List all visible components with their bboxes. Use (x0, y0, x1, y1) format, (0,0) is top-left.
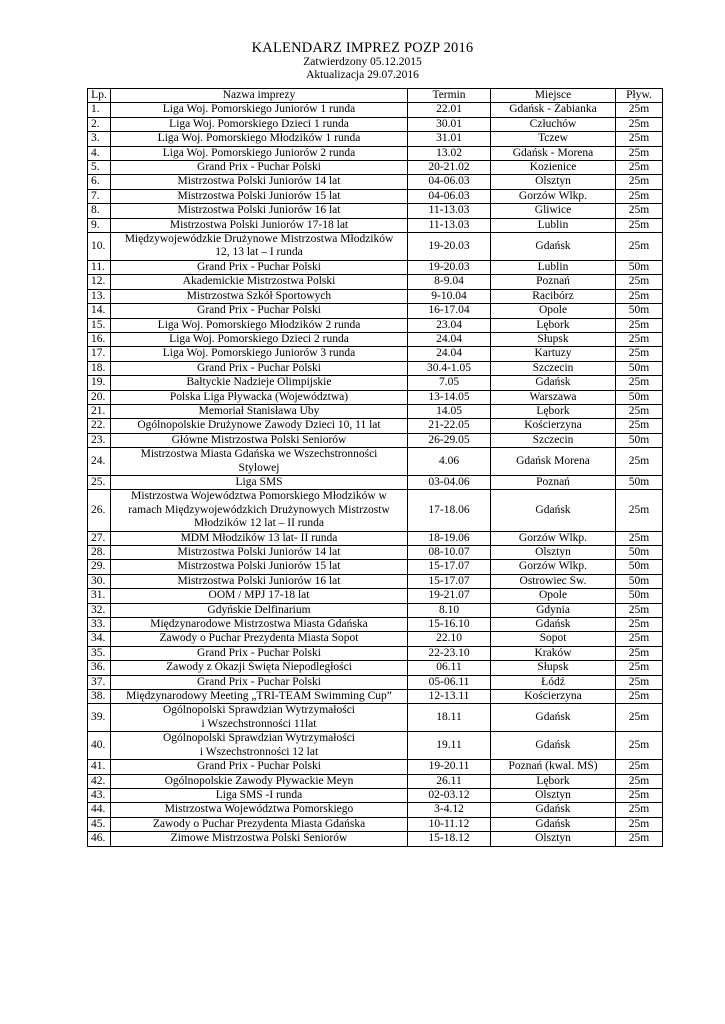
table-header-row (88, 89, 663, 103)
row-number: 5. (88, 161, 111, 175)
table-row (88, 318, 663, 332)
pool-length: 50m (616, 560, 663, 574)
event-date: 20-21.02 (408, 161, 491, 175)
event-name: Międzynarodowy Meeting „TRI-TEAM Swimming Cup” (111, 690, 408, 704)
table-row (88, 732, 663, 760)
row-number: 7. (88, 189, 111, 203)
table-row (88, 419, 663, 433)
table-row (88, 661, 663, 675)
event-name: Mistrzostwa Polski Juniorów 16 lat (111, 574, 408, 588)
event-name: Grand Prix - Puchar Polski (111, 646, 408, 660)
event-date: 22.10 (408, 632, 491, 646)
pool-length: 25m (616, 161, 663, 175)
table-row (88, 704, 663, 732)
event-date: 24.04 (408, 332, 491, 346)
table-row (88, 560, 663, 574)
pool-length: 25m (616, 376, 663, 390)
row-number: 27. (88, 531, 111, 545)
row-number: 46. (88, 832, 111, 846)
event-name: Mistrzostwa Województwa Pomorskiego (111, 803, 408, 817)
event-name: Mistrzostwa Polski Juniorów 14 lat (111, 546, 408, 560)
table-row (88, 574, 663, 588)
event-place: Gorzów Wlkp. (491, 531, 616, 545)
table-row (88, 175, 663, 189)
event-place: Sopot (491, 632, 616, 646)
event-place: Lublin (491, 218, 616, 232)
event-date: 23.04 (408, 318, 491, 332)
event-date: 17-18.06 (408, 490, 491, 531)
event-date: 18.11 (408, 704, 491, 732)
event-place: Opole (491, 589, 616, 603)
event-date: 13.02 (408, 146, 491, 160)
pool-length: 25m (616, 204, 663, 218)
header-pool: Pływ. (616, 89, 663, 103)
event-place: Gdańsk (491, 704, 616, 732)
table-row (88, 675, 663, 689)
event-date: 3-4.12 (408, 803, 491, 817)
row-number: 9. (88, 218, 111, 232)
event-date: 04-06.03 (408, 189, 491, 203)
event-date: 04-06.03 (408, 175, 491, 189)
event-name: Gdyńskie Delfinarium (111, 603, 408, 617)
event-name: Mistrzostwa Polski Juniorów 17-18 lat (111, 218, 408, 232)
row-number: 30. (88, 574, 111, 588)
table-row (88, 347, 663, 361)
table-row (88, 690, 663, 704)
row-number: 36. (88, 661, 111, 675)
row-number: 45. (88, 817, 111, 831)
event-name: Liga Woj. Pomorskiego Juniorów 1 runda (111, 103, 408, 117)
event-name: Ogólnopolskie Zawody Pływackie Meyn (111, 774, 408, 788)
event-place: Szczecin (491, 361, 616, 375)
row-number: 26. (88, 490, 111, 531)
event-name: Liga Woj. Pomorskiego Juniorów 3 runda (111, 347, 408, 361)
event-name: Ogólnopolski Sprawdzian Wytrzymałości i Wszechstronności 12 lat (111, 732, 408, 760)
event-date: 10-11.12 (408, 817, 491, 831)
table-row (88, 760, 663, 774)
pool-length: 25m (616, 233, 663, 261)
event-place: Gdańsk (491, 618, 616, 632)
pool-length: 25m (616, 618, 663, 632)
pool-length: 25m (616, 289, 663, 303)
event-name: Mistrzostwa Polski Juniorów 15 lat (111, 560, 408, 574)
row-number: 28. (88, 546, 111, 560)
table-row (88, 146, 663, 160)
event-place: Olsztyn (491, 788, 616, 802)
event-name: Mistrzostwa Województwa Pomorskiego Młodzików w ramach Międzywojewódzkich Drużynowych Mistrzostw Młodzików 12 lat – II runda (111, 490, 408, 531)
table-row (88, 117, 663, 131)
pool-length: 50m (616, 589, 663, 603)
pool-length: 25m (616, 275, 663, 289)
event-place: Słupsk (491, 332, 616, 346)
event-place: Racibórz (491, 289, 616, 303)
event-name: Główne Mistrzostwa Polski Seniorów (111, 433, 408, 447)
event-place: Kraków (491, 646, 616, 660)
pool-length: 25m (616, 788, 663, 802)
event-name: Grand Prix - Puchar Polski (111, 304, 408, 318)
table-row (88, 817, 663, 831)
row-number: 34. (88, 632, 111, 646)
event-date: 06.11 (408, 661, 491, 675)
approved-date: Zatwierdzony 05.12.2015 (303, 56, 422, 68)
event-place: Gdańsk (491, 732, 616, 760)
event-name: MDM Młodzików 13 lat- II runda (111, 531, 408, 545)
pool-length: 25m (616, 832, 663, 846)
document-header (0, 40, 725, 82)
pool-length: 50m (616, 361, 663, 375)
event-name: Liga SMS (111, 475, 408, 489)
event-place: Gdańsk Morena (491, 448, 616, 476)
row-number: 24. (88, 448, 111, 476)
pool-length: 50m (616, 433, 663, 447)
event-place: Szczecin (491, 433, 616, 447)
event-name: Mistrzostwa Miasta Gdańska we Wszechstronności Stylowej (111, 448, 408, 476)
document-title: KALENDARZ IMPREZ POZP 2016 (251, 40, 474, 56)
events-table (87, 88, 663, 847)
row-number: 37. (88, 675, 111, 689)
table-row (88, 132, 663, 146)
table-row (88, 475, 663, 489)
event-name: Międzywojewódzkie Drużynowe Mistrzostwa Młodzików 12, 13 lat – I runda (111, 233, 408, 261)
event-name: Mistrzostwa Polski Juniorów 14 lat (111, 175, 408, 189)
row-number: 40. (88, 732, 111, 760)
pool-length: 25m (616, 646, 663, 660)
event-place: Warszawa (491, 390, 616, 404)
event-place: Gdańsk (491, 803, 616, 817)
event-date: 7.05 (408, 376, 491, 390)
event-name: Zimowe Mistrzostwa Polski Seniorów (111, 832, 408, 846)
event-name: Liga Woj. Pomorskiego Młodzików 2 runda (111, 318, 408, 332)
event-date: 22.01 (408, 103, 491, 117)
table-row (88, 632, 663, 646)
event-place: Lublin (491, 260, 616, 274)
event-date: 02-03.12 (408, 788, 491, 802)
pool-length: 25m (616, 661, 663, 675)
event-place: Gdańsk (491, 376, 616, 390)
event-name: Grand Prix - Puchar Polski (111, 361, 408, 375)
event-place: Gdańsk (491, 233, 616, 261)
event-name: Zawody z Okazji Święta Niepodległości (111, 661, 408, 675)
row-number: 31. (88, 589, 111, 603)
event-name: Grand Prix - Puchar Polski (111, 760, 408, 774)
table-row (88, 161, 663, 175)
row-number: 25. (88, 475, 111, 489)
table-row (88, 304, 663, 318)
event-name: Międzynarodowe Mistrzostwa Miasta Gdańska (111, 618, 408, 632)
event-date: 22-23.10 (408, 646, 491, 660)
row-number: 14. (88, 304, 111, 318)
row-number: 42. (88, 774, 111, 788)
pool-length: 25m (616, 404, 663, 418)
row-number: 41. (88, 760, 111, 774)
pool-length: 50m (616, 304, 663, 318)
event-date: 03-04.06 (408, 475, 491, 489)
event-place: Gdańsk (491, 490, 616, 531)
table-row (88, 376, 663, 390)
event-name: Liga SMS -I runda (111, 788, 408, 802)
row-number: 11. (88, 260, 111, 274)
row-number: 2. (88, 117, 111, 131)
table-row (88, 774, 663, 788)
pool-length: 25m (616, 146, 663, 160)
event-place: Łódź (491, 675, 616, 689)
pool-length: 25m (616, 332, 663, 346)
row-number: 43. (88, 788, 111, 802)
table-row (88, 788, 663, 802)
event-date: 15-16.10 (408, 618, 491, 632)
event-name: Zawody o Puchar Prezydenta Miasta Gdańska (111, 817, 408, 831)
row-number: 23. (88, 433, 111, 447)
table-row (88, 433, 663, 447)
pool-length: 25m (616, 347, 663, 361)
pool-length: 50m (616, 574, 663, 588)
table-row (88, 646, 663, 660)
event-date: 26-29.05 (408, 433, 491, 447)
event-place: Tczew (491, 132, 616, 146)
event-name: Grand Prix - Puchar Polski (111, 161, 408, 175)
table-row (88, 275, 663, 289)
pool-length: 50m (616, 390, 663, 404)
event-name: Memoriał Stanisława Uby (111, 404, 408, 418)
table-row (88, 832, 663, 846)
table-row (88, 332, 663, 346)
header-date: Termin (408, 89, 491, 103)
event-date: 15-17.07 (408, 574, 491, 588)
event-place: Lębork (491, 318, 616, 332)
event-date: 19-21.07 (408, 589, 491, 603)
event-place: Opole (491, 304, 616, 318)
row-number: 19. (88, 376, 111, 390)
event-date: 08-10.07 (408, 546, 491, 560)
table-row (88, 361, 663, 375)
event-place: Gorzów Wlkp. (491, 189, 616, 203)
pool-length: 25m (616, 760, 663, 774)
row-number: 20. (88, 390, 111, 404)
pool-length: 25m (616, 189, 663, 203)
event-date: 15-17.07 (408, 560, 491, 574)
pool-length: 25m (616, 117, 663, 131)
table-row (88, 531, 663, 545)
table-row (88, 448, 663, 476)
event-name: Mistrzostwa Polski Juniorów 16 lat (111, 204, 408, 218)
pool-length: 25m (616, 774, 663, 788)
pool-length: 25m (616, 132, 663, 146)
event-place: Gdańsk - Żabianka (491, 103, 616, 117)
row-number: 10. (88, 233, 111, 261)
event-place: Kościerzyna (491, 419, 616, 433)
event-place: Człuchów (491, 117, 616, 131)
row-number: 29. (88, 560, 111, 574)
table-row (88, 589, 663, 603)
pool-length: 25m (616, 803, 663, 817)
event-place: Poznań (kwal. MŚ) (491, 760, 616, 774)
header-event-name: Nazwa imprezy (111, 89, 408, 103)
table-body (88, 103, 663, 846)
table-row (88, 233, 663, 261)
table-row (88, 546, 663, 560)
event-place: Gdynia (491, 603, 616, 617)
event-date: 30.4-1.05 (408, 361, 491, 375)
event-place: Gorzów Wlkp. (491, 560, 616, 574)
event-date: 21-22.05 (408, 419, 491, 433)
event-date: 31.01 (408, 132, 491, 146)
event-place: Olsztyn (491, 832, 616, 846)
event-date: 4.06 (408, 448, 491, 476)
pool-length: 25m (616, 690, 663, 704)
event-place: Olsztyn (491, 546, 616, 560)
table-row (88, 204, 663, 218)
event-name: Liga Woj. Pomorskiego Dzieci 1 runda (111, 117, 408, 131)
event-place: Ostrowiec Św. (491, 574, 616, 588)
event-name: Mistrzostwa Polski Juniorów 15 lat (111, 189, 408, 203)
pool-length: 25m (616, 175, 663, 189)
table-row (88, 289, 663, 303)
row-number: 15. (88, 318, 111, 332)
table-row (88, 404, 663, 418)
event-name: Bałtyckie Nadzieje Olimpijskie (111, 376, 408, 390)
event-date: 15-18.12 (408, 832, 491, 846)
event-place: Kościerzyna (491, 690, 616, 704)
event-date: 19-20.03 (408, 260, 491, 274)
event-date: 30.01 (408, 117, 491, 131)
pool-length: 50m (616, 475, 663, 489)
event-name: Liga Woj. Pomorskiego Dzieci 2 runda (111, 332, 408, 346)
event-name: Ogólnopolskie Drużynowe Zawody Dzieci 10, 11 lat (111, 419, 408, 433)
event-name: Liga Woj. Pomorskiego Młodzików 1 runda (111, 132, 408, 146)
event-name: Mistrzostwa Szkół Sportowych (111, 289, 408, 303)
pool-length: 25m (616, 490, 663, 531)
event-name: Grand Prix - Puchar Polski (111, 675, 408, 689)
event-date: 24.04 (408, 347, 491, 361)
event-name: OOM / MPJ 17-18 lat (111, 589, 408, 603)
table-row (88, 390, 663, 404)
event-date: 8.10 (408, 603, 491, 617)
event-date: 12-13.11 (408, 690, 491, 704)
event-place: Poznań (491, 475, 616, 489)
row-number: 3. (88, 132, 111, 146)
event-place: Poznań (491, 275, 616, 289)
pool-length: 25m (616, 419, 663, 433)
table-row (88, 260, 663, 274)
header-lp: Lp. (88, 89, 111, 103)
event-date: 8-9.04 (408, 275, 491, 289)
event-place: Gdańsk - Morena (491, 146, 616, 160)
event-place: Lębork (491, 774, 616, 788)
event-name: Liga Woj. Pomorskiego Juniorów 2 runda (111, 146, 408, 160)
row-number: 22. (88, 419, 111, 433)
table-row (88, 218, 663, 232)
updated-date: Aktualizacja 29.07.2016 (306, 69, 419, 81)
row-number: 44. (88, 803, 111, 817)
event-date: 14.05 (408, 404, 491, 418)
row-number: 8. (88, 204, 111, 218)
row-number: 32. (88, 603, 111, 617)
event-place: Słupsk (491, 661, 616, 675)
pool-length: 50m (616, 546, 663, 560)
table-row (88, 189, 663, 203)
pool-length: 25m (616, 531, 663, 545)
row-number: 39. (88, 704, 111, 732)
pool-length: 25m (616, 603, 663, 617)
event-date: 19.11 (408, 732, 491, 760)
row-number: 13. (88, 289, 111, 303)
row-number: 16. (88, 332, 111, 346)
event-name: Zawody o Puchar Prezydenta Miasta Sopot (111, 632, 408, 646)
table-row (88, 103, 663, 117)
event-date: 13-14.05 (408, 390, 491, 404)
table-row (88, 618, 663, 632)
pool-length: 25m (616, 675, 663, 689)
row-number: 6. (88, 175, 111, 189)
event-place: Gliwice (491, 204, 616, 218)
row-number: 18. (88, 361, 111, 375)
row-number: 35. (88, 646, 111, 660)
pool-length: 25m (616, 704, 663, 732)
event-place: Kozienice (491, 161, 616, 175)
event-name: Akademickie Mistrzostwa Polski (111, 275, 408, 289)
event-date: 26.11 (408, 774, 491, 788)
event-date: 18-19.06 (408, 531, 491, 545)
event-place: Lębork (491, 404, 616, 418)
event-date: 11-13.03 (408, 218, 491, 232)
event-name: Polska Liga Pływacka (Województwa) (111, 390, 408, 404)
row-number: 17. (88, 347, 111, 361)
table-row (88, 490, 663, 531)
row-number: 1. (88, 103, 111, 117)
header-place: Miejsce (491, 89, 616, 103)
event-date: 05-06.11 (408, 675, 491, 689)
pool-length: 25m (616, 448, 663, 476)
table-row (88, 803, 663, 817)
pool-length: 25m (616, 103, 663, 117)
row-number: 38. (88, 690, 111, 704)
row-number: 12. (88, 275, 111, 289)
event-place: Kartuzy (491, 347, 616, 361)
row-number: 33. (88, 618, 111, 632)
pool-length: 25m (616, 632, 663, 646)
pool-length: 25m (616, 732, 663, 760)
pool-length: 50m (616, 260, 663, 274)
table-row (88, 603, 663, 617)
event-date: 9-10.04 (408, 289, 491, 303)
event-place: Gdańsk (491, 817, 616, 831)
event-date: 19-20.11 (408, 760, 491, 774)
event-date: 11-13.03 (408, 204, 491, 218)
pool-length: 25m (616, 318, 663, 332)
event-place: Olsztyn (491, 175, 616, 189)
pool-length: 25m (616, 817, 663, 831)
pool-length: 25m (616, 218, 663, 232)
event-date: 16-17.04 (408, 304, 491, 318)
row-number: 4. (88, 146, 111, 160)
event-date: 19-20.03 (408, 233, 491, 261)
row-number: 21. (88, 404, 111, 418)
event-name: Ogólnopolski Sprawdzian Wytrzymałości i Wszechstronności 11lat (111, 704, 408, 732)
event-name: Grand Prix - Puchar Polski (111, 260, 408, 274)
